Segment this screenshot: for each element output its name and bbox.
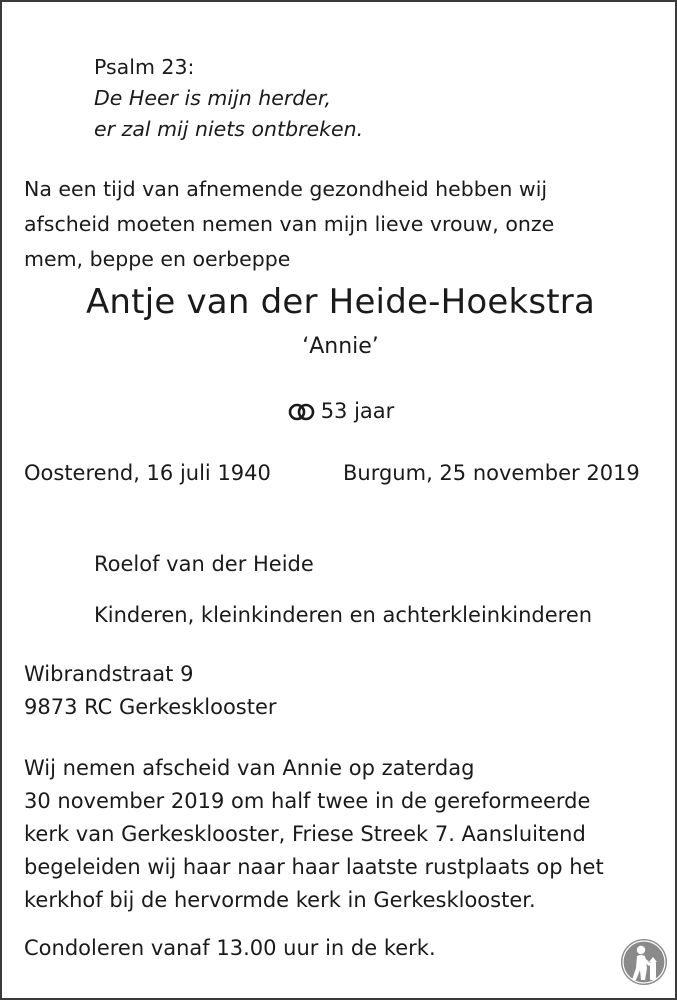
intro-line-1: Na een tijd van afnemende gezondheid hebben wij xyxy=(24,177,548,201)
birth-place-date: Oosterend, 16 juli 1940 xyxy=(24,461,271,485)
marriage-duration xyxy=(2,396,677,426)
deceased-name: Antje van der Heide-Hoekstra xyxy=(85,282,596,322)
family-line: Kinderen, kleinkinderen en achterkleinkinderen xyxy=(94,603,593,627)
marriage-years: 53 jaar xyxy=(320,399,395,423)
spouse-name: Roelof van der Heide xyxy=(94,552,314,576)
psalm-quote xyxy=(94,52,363,145)
intro-paragraph xyxy=(24,172,554,277)
psalm-line-1: De Heer is mijn herder, xyxy=(94,86,331,110)
death-place-date: Burgum, 25 november 2019 xyxy=(343,461,640,485)
service-paragraph xyxy=(24,752,604,917)
deceased-nickname: ‘Annie’ xyxy=(302,334,379,359)
correspondence-address xyxy=(24,658,277,724)
intro-line-3: mem, beppe en oerbeppe xyxy=(24,247,291,271)
service-line-1: Wij nemen afscheid van Annie op zaterdag xyxy=(24,756,475,780)
service-line-2: 30 november 2019 om half twee in de gereformeerde xyxy=(24,789,591,813)
address-city: 9873 RC Gerkesklooster xyxy=(24,695,277,719)
mourning-figure-icon xyxy=(620,938,668,986)
condolences-line: Condoleren vanaf 13.00 uur in de kerk. xyxy=(24,936,436,960)
intro-line-2: afscheid moeten nemen van mijn lieve vrouw, onze xyxy=(24,212,555,236)
wedding-rings-icon xyxy=(287,402,317,422)
service-line-3: kerk van Gerkesklooster, Friese Streek 7. Aansluitend xyxy=(24,822,586,846)
service-line-5: kerkhof bij de hervormde kerk in Gerkesklooster. xyxy=(24,888,536,912)
address-street: Wibrandstraat 9 xyxy=(24,662,194,686)
psalm-line-2: er zal mij niets ontbreken. xyxy=(94,117,364,141)
psalm-reference: Psalm 23: xyxy=(94,55,195,79)
service-line-4: begeleiden wij haar naar haar laatste rustplaats op het xyxy=(24,855,604,879)
